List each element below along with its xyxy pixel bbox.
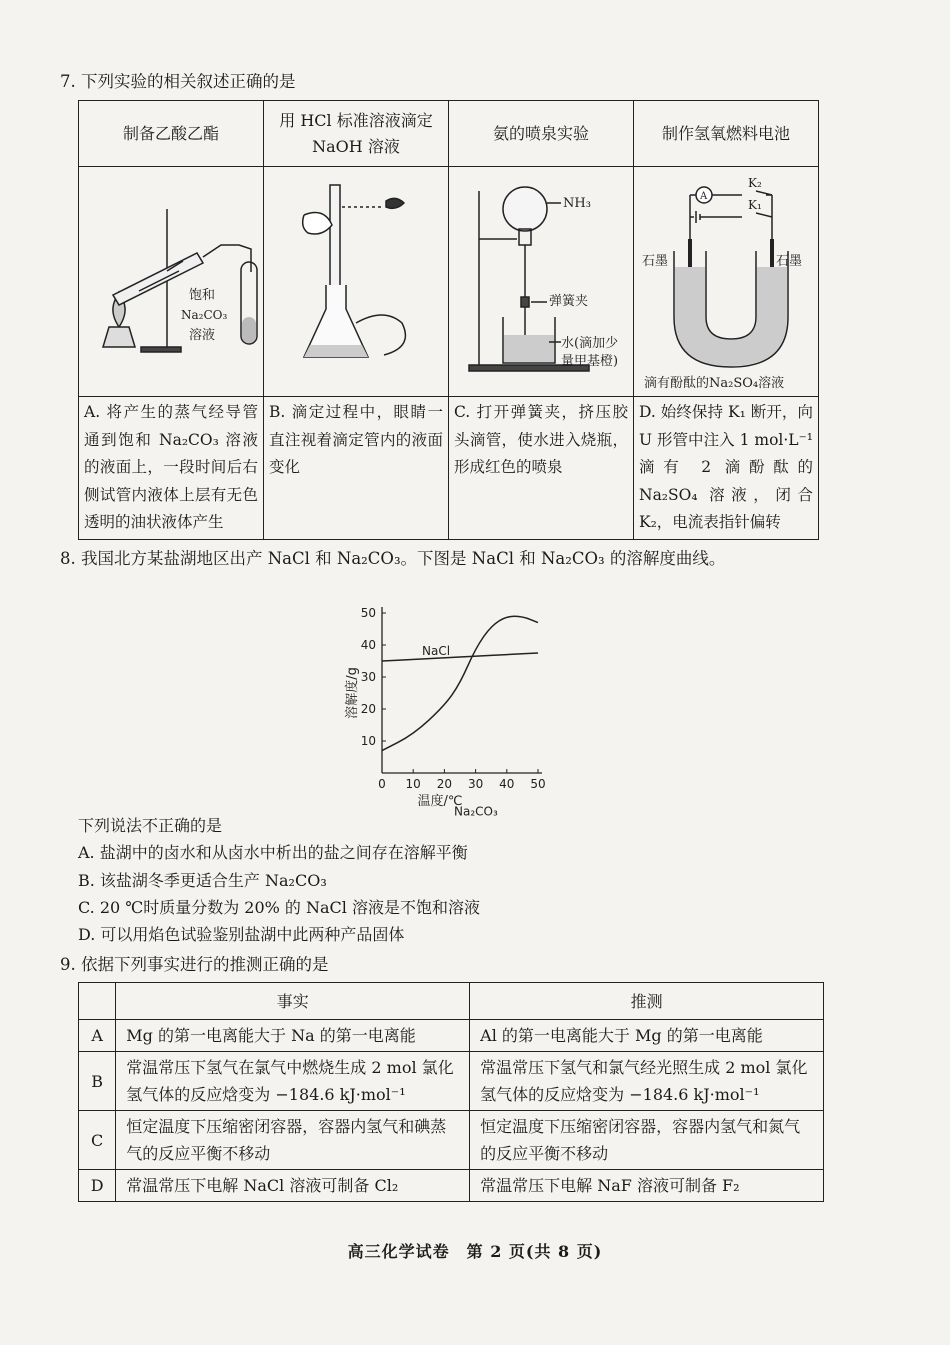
q9-title: 9. 依据下列事实进行的推测正确的是	[60, 955, 329, 974]
row-fact: 恒定温度下压缩密闭容器，容器内氢气和碘蒸气的反应平衡不移动	[116, 1111, 470, 1170]
label-k1: K₁	[748, 198, 762, 212]
label-graphite-right: 石墨	[776, 254, 803, 269]
q7-image-c	[449, 167, 634, 397]
q7-header-c: 氨的喷泉实验	[449, 101, 634, 167]
y-tick-label: 10	[360, 734, 376, 748]
row-guess: Al 的第一电离能大于 Mg 的第一电离能	[470, 1020, 824, 1052]
q8-title: 8. 我国北方某盐湖地区出产 NaCl 和 Na₂CO₃。下图是 NaCl 和 Na₂CO₃ 的溶解度曲线。	[60, 549, 726, 568]
q7-header-a: 制备乙酸乙酯	[79, 101, 264, 167]
label-ammeter: A	[700, 191, 708, 202]
row-label: A	[79, 1020, 116, 1052]
row-guess: 常温常压下氢气和氯气经光照生成 2 mol 氯化氢气体的反应焓变为 −184.6 kJ·mol⁻¹	[470, 1052, 824, 1111]
table-row	[79, 1111, 824, 1170]
label-k2: K₂	[748, 176, 762, 190]
table-row	[79, 1170, 824, 1202]
titration-diagram	[264, 167, 448, 395]
row-guess: 常温常压下电解 NaF 溶液可制备 F₂	[470, 1170, 824, 1202]
row-label: B	[79, 1052, 116, 1111]
q9-header-guess: 推测	[470, 983, 824, 1020]
x-tick-label: 10	[405, 777, 421, 791]
y-axis-label: 溶解度/g	[345, 667, 360, 719]
x-tick-label: 50	[530, 777, 546, 791]
q8-option-b: B. 该盐湖冬季更适合生产 Na₂CO₃	[78, 871, 327, 890]
solubility-chart	[330, 588, 570, 819]
label-clip: 弹簧夹	[549, 294, 589, 309]
y-tick-label: 30	[360, 670, 376, 684]
label-nh3: NH₃	[563, 196, 591, 211]
row-label: D	[79, 1170, 116, 1202]
q8-option-a: A. 盐湖中的卤水和从卤水中析出的盐之间存在溶解平衡	[78, 843, 468, 862]
label-solution: 溶液	[189, 328, 216, 343]
q7-option-b: B. 滴定过程中，眼睛一直注视着滴定管内的液面变化	[264, 397, 449, 540]
label-water-2: 量甲基橙)	[561, 354, 619, 369]
fountain-diagram	[449, 167, 633, 395]
series-label: NaCl	[422, 644, 451, 658]
row-fact: Mg 的第一电离能大于 Na 的第一电离能	[116, 1020, 470, 1052]
q7-image-a	[79, 167, 264, 397]
q7-option-c: C. 打开弹簧夹，挤压胶头滴管，使水进入烧瓶，形成红色的喷泉	[449, 397, 634, 540]
q7-option-a: A. 将产生的蒸气经导管通到饱和 Na₂CO₃ 溶液的液面上，一段时间后右侧试管内液体上层有无色透明的油状液体产生	[79, 397, 264, 540]
q7-image-d	[634, 167, 819, 397]
label-saturated: 饱和	[189, 288, 216, 303]
label-graphite-left: 石墨	[642, 254, 669, 269]
y-tick-label: 20	[360, 702, 376, 716]
q7-option-d: D. 始终保持 K₁ 断开，向 U 形管中注入 1 mol·L⁻¹ 滴有 2 滴酚酞的 Na₂SO₄ 溶液，闭合 K₂，电流表指针偏转	[634, 397, 819, 540]
q7-header-b: 用 HCl 标准溶液滴定 NaOH 溶液	[264, 101, 449, 167]
row-fact: 常温常压下电解 NaCl 溶液可制备 Cl₂	[116, 1170, 470, 1202]
row-label: C	[79, 1111, 116, 1170]
q9-header-fact: 事实	[116, 983, 470, 1020]
table-row	[79, 1052, 824, 1111]
y-tick-label: 40	[360, 638, 376, 652]
q9-header-blank	[79, 983, 116, 1020]
x-axis-label: 温度/℃	[417, 794, 463, 809]
row-guess: 恒定温度下压缩密闭容器，容器内氢气和氮气的反应平衡不移动	[470, 1111, 824, 1170]
series-label: Na₂CO₃	[454, 804, 498, 819]
fuel-cell-diagram	[634, 167, 818, 395]
x-tick-label: 20	[436, 777, 453, 791]
table-row	[79, 1020, 824, 1052]
label-na2so4: 滴有酚酞的Na₂SO₄溶液	[644, 376, 785, 391]
q8-option-d: D. 可以用焰色试验鉴别盐湖中此两种产品固体	[78, 925, 405, 944]
label-water-1: 水(滴加少	[561, 336, 619, 351]
series-line-0	[382, 653, 538, 661]
q7-title: 7. 下列实验的相关叙述正确的是	[60, 72, 296, 91]
q7-image-b	[264, 167, 449, 397]
q7-table	[78, 100, 819, 540]
y-tick-label: 50	[360, 606, 376, 620]
row-fact: 常温常压下氢气在氯气中燃烧生成 2 mol 氯化氢气体的反应焓变为 −184.6 kJ·mol⁻¹	[116, 1052, 470, 1111]
series-line-1	[382, 616, 538, 750]
chart-ticks	[361, 606, 546, 791]
x-tick-label: 30	[467, 777, 484, 791]
q9-table	[78, 982, 824, 1202]
label-na2co3: Na₂CO₃	[181, 308, 228, 322]
x-tick-label: 0	[378, 777, 386, 791]
ester-apparatus-diagram	[79, 167, 263, 395]
page-footer: 高三化学试卷 第 2 页(共 8 页)	[347, 1242, 603, 1261]
q8-question: 下列说法不正确的是	[78, 816, 223, 835]
q8-option-c: C. 20 ℃时质量分数为 20% 的 NaCl 溶液是不饱和溶液	[78, 898, 480, 917]
q7-header-d: 制作氢氧燃料电池	[634, 101, 819, 167]
x-tick-label: 40	[499, 777, 515, 791]
